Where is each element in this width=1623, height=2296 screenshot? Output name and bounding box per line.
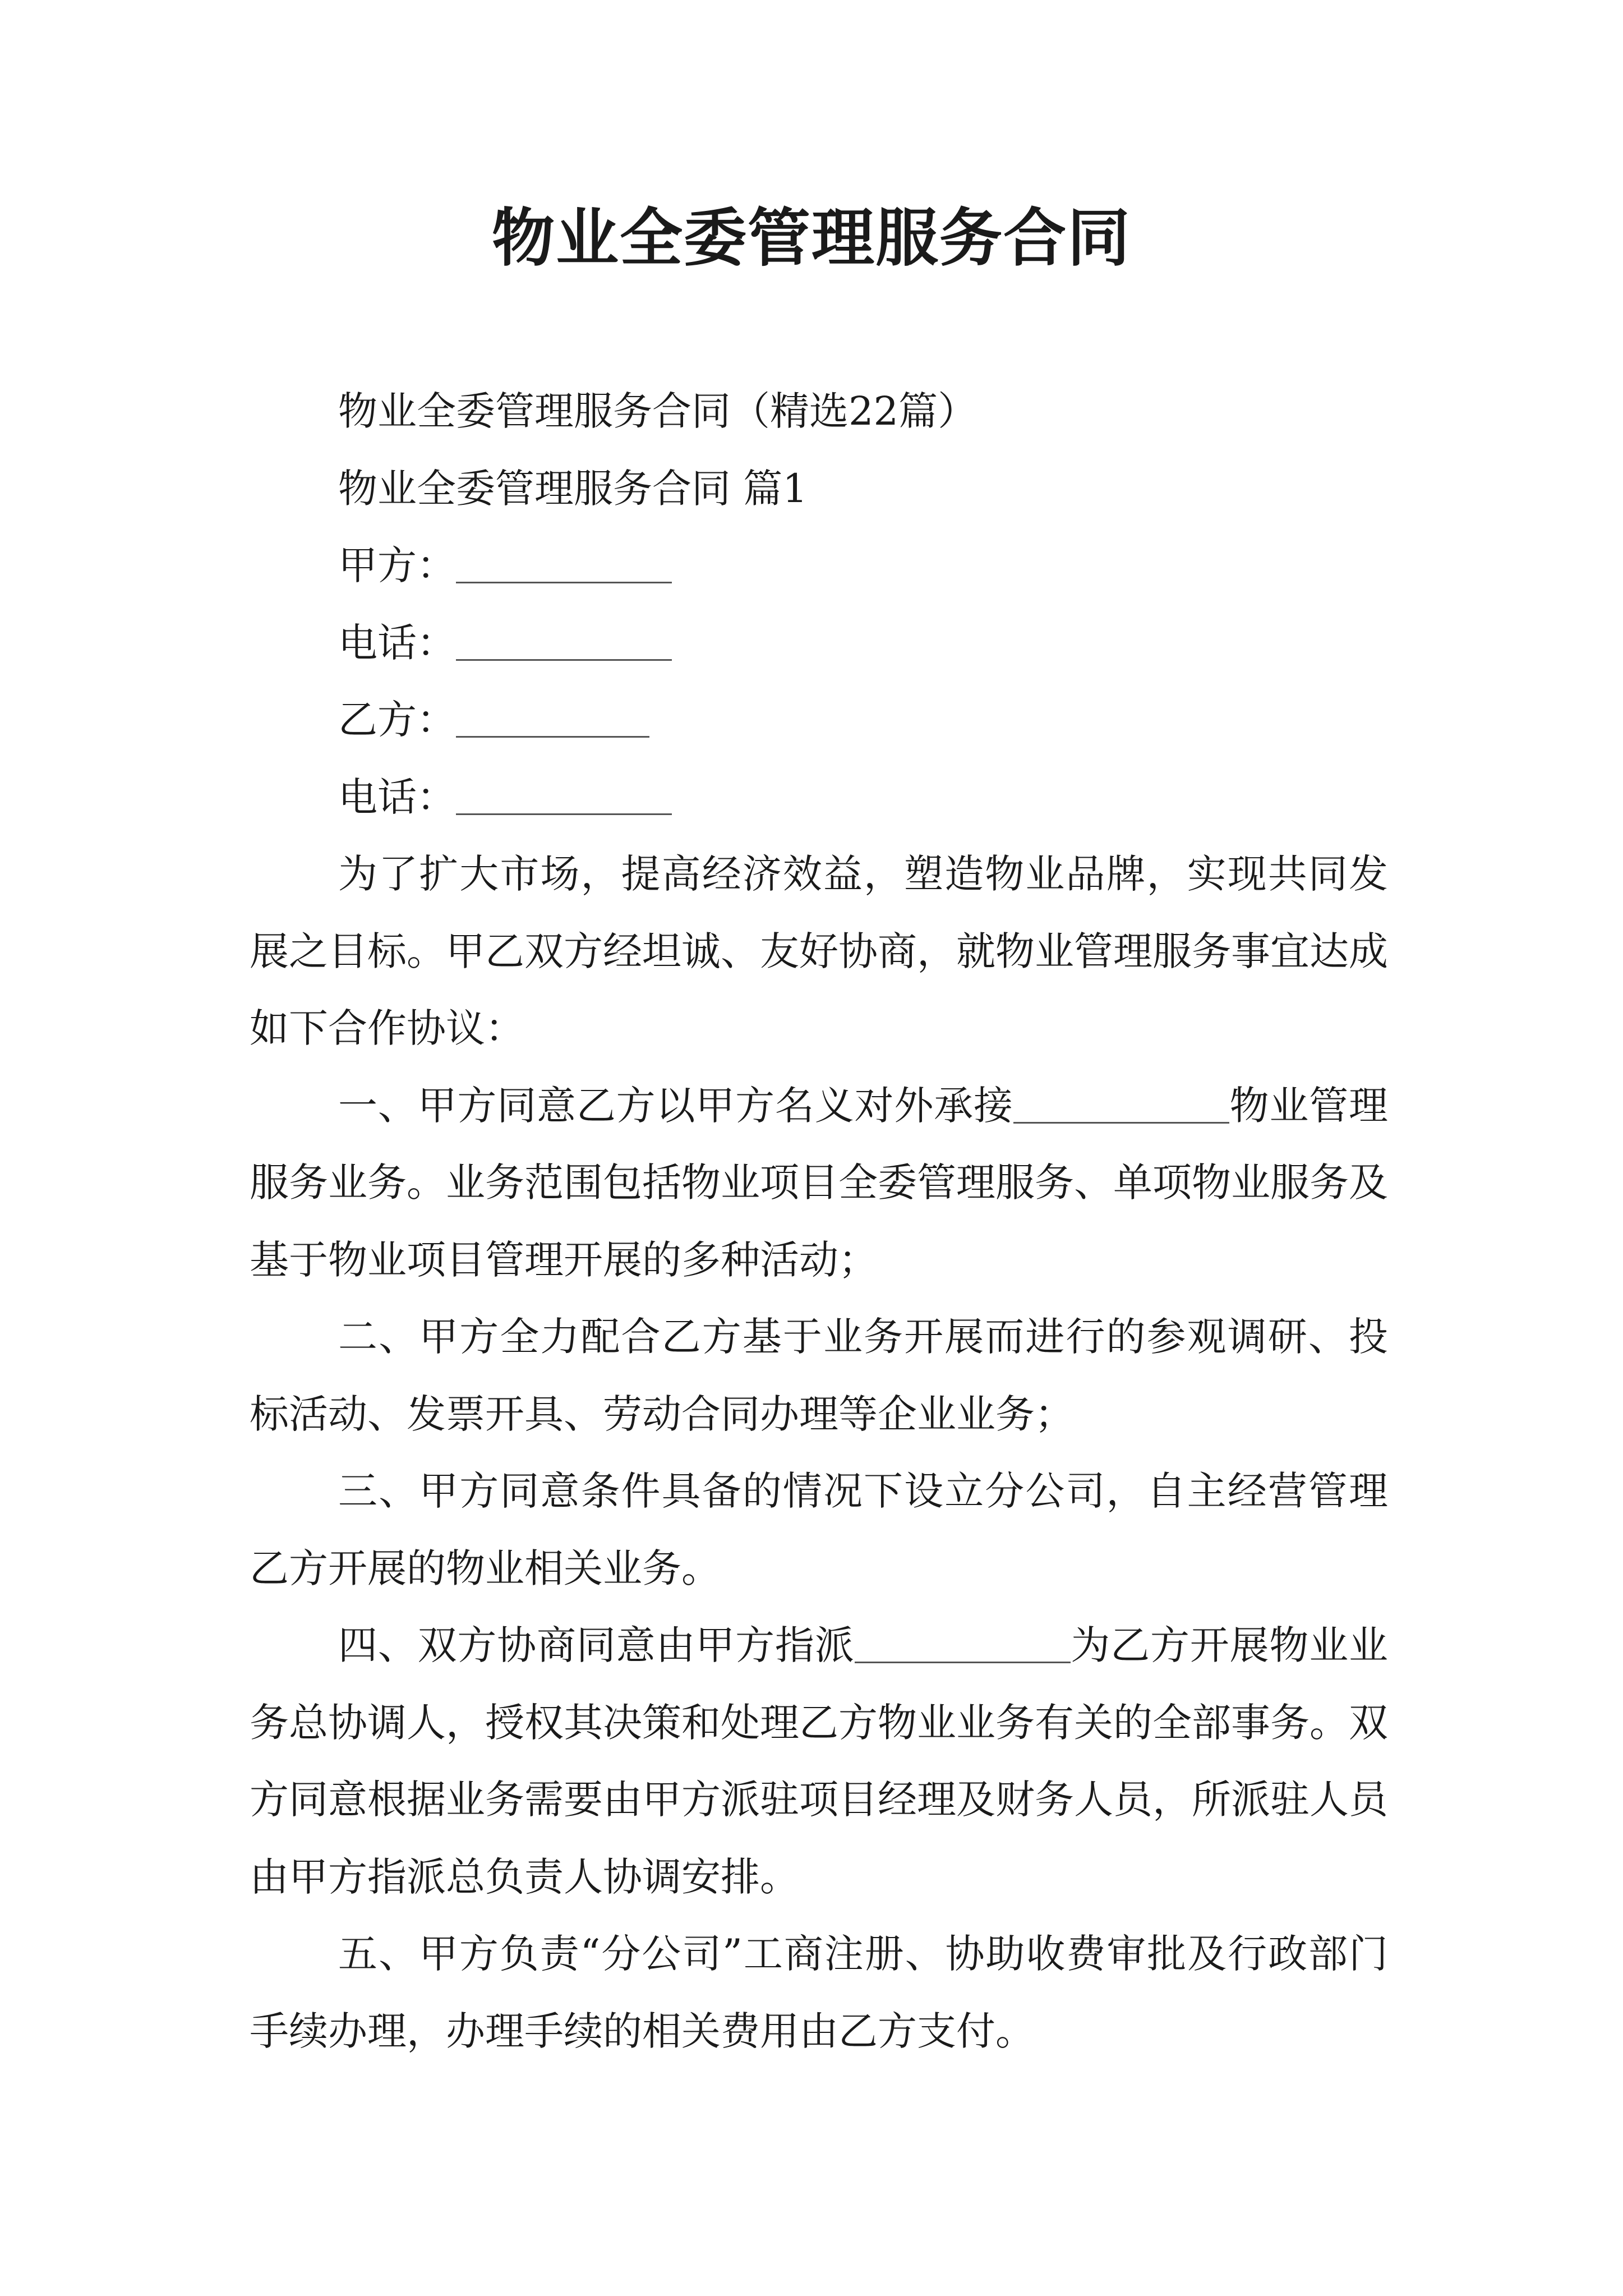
clause-1 bbox=[250, 1068, 1388, 1299]
party-b-label: 乙方： bbox=[338, 697, 456, 743]
clause-5: 五、甲方负责“分公司”工商注册、协助收费审批及行政部门手续办理，办理手续的相关费用由乙方支付。 bbox=[250, 1931, 1388, 2054]
party-a-blank bbox=[456, 542, 672, 583]
clause-4-before: 四、双方协商同意由甲方指派 bbox=[338, 1622, 855, 1668]
clause-4-blank bbox=[855, 1622, 1071, 1663]
party-a-field bbox=[250, 527, 1388, 605]
clause-1-before: 一、甲方同意乙方以甲方名义对外承接 bbox=[338, 1082, 1013, 1129]
party-b-field bbox=[250, 682, 1388, 759]
party-b-phone-field bbox=[250, 759, 1388, 836]
party-a-phone-label: 电话： bbox=[338, 619, 456, 666]
section-heading: 物业全委管理服务合同 篇1 bbox=[338, 465, 808, 512]
document-title: 物业全委管理服务合同 bbox=[492, 201, 1131, 275]
intro-paragraph: 为了扩大市场，提高经济效益，塑造物业品牌，实现共同发展之目标。甲乙双方经坦诚、友好协商，就物业管理服务事宜达成如下合作协议： bbox=[250, 851, 1388, 1051]
clause-4-after: 为乙方开展物业业务总协调人，授权其决策和处理乙方物业业务有关的全部事务。双方同意根据业务需要由甲方派驻项目经理及财务人员，所派驻人员由甲方指派总负责人协调安排。 bbox=[250, 1622, 1389, 1900]
party-b-phone-label: 电话： bbox=[338, 774, 456, 820]
document-body bbox=[250, 373, 1388, 2070]
party-b-phone-blank bbox=[456, 774, 672, 815]
party-a-phone-blank bbox=[456, 620, 672, 661]
document-subtitle: 物业全委管理服务合同（精选22篇） bbox=[338, 388, 978, 434]
clause-1-after: 物业管理服务业务。业务范围包括物业项目全委管理服务、单项物业服务及基于物业项目管理开展的多种活动； bbox=[250, 1082, 1389, 1283]
clause-3: 三、甲方同意条件具备的情况下设立分公司，自主经营管理乙方开展的物业相关业务。 bbox=[250, 1468, 1388, 1591]
clause-4 bbox=[250, 1607, 1388, 1916]
clause-1-blank bbox=[1013, 1083, 1229, 1124]
party-a-phone-field bbox=[250, 605, 1388, 682]
party-b-blank bbox=[456, 697, 649, 738]
clause-2: 二、甲方全力配合乙方基于业务开展而进行的参观调研、投标活动、发票开具、劳动合同办理等企业业务； bbox=[250, 1314, 1388, 1437]
party-a-label: 甲方： bbox=[338, 542, 456, 588]
